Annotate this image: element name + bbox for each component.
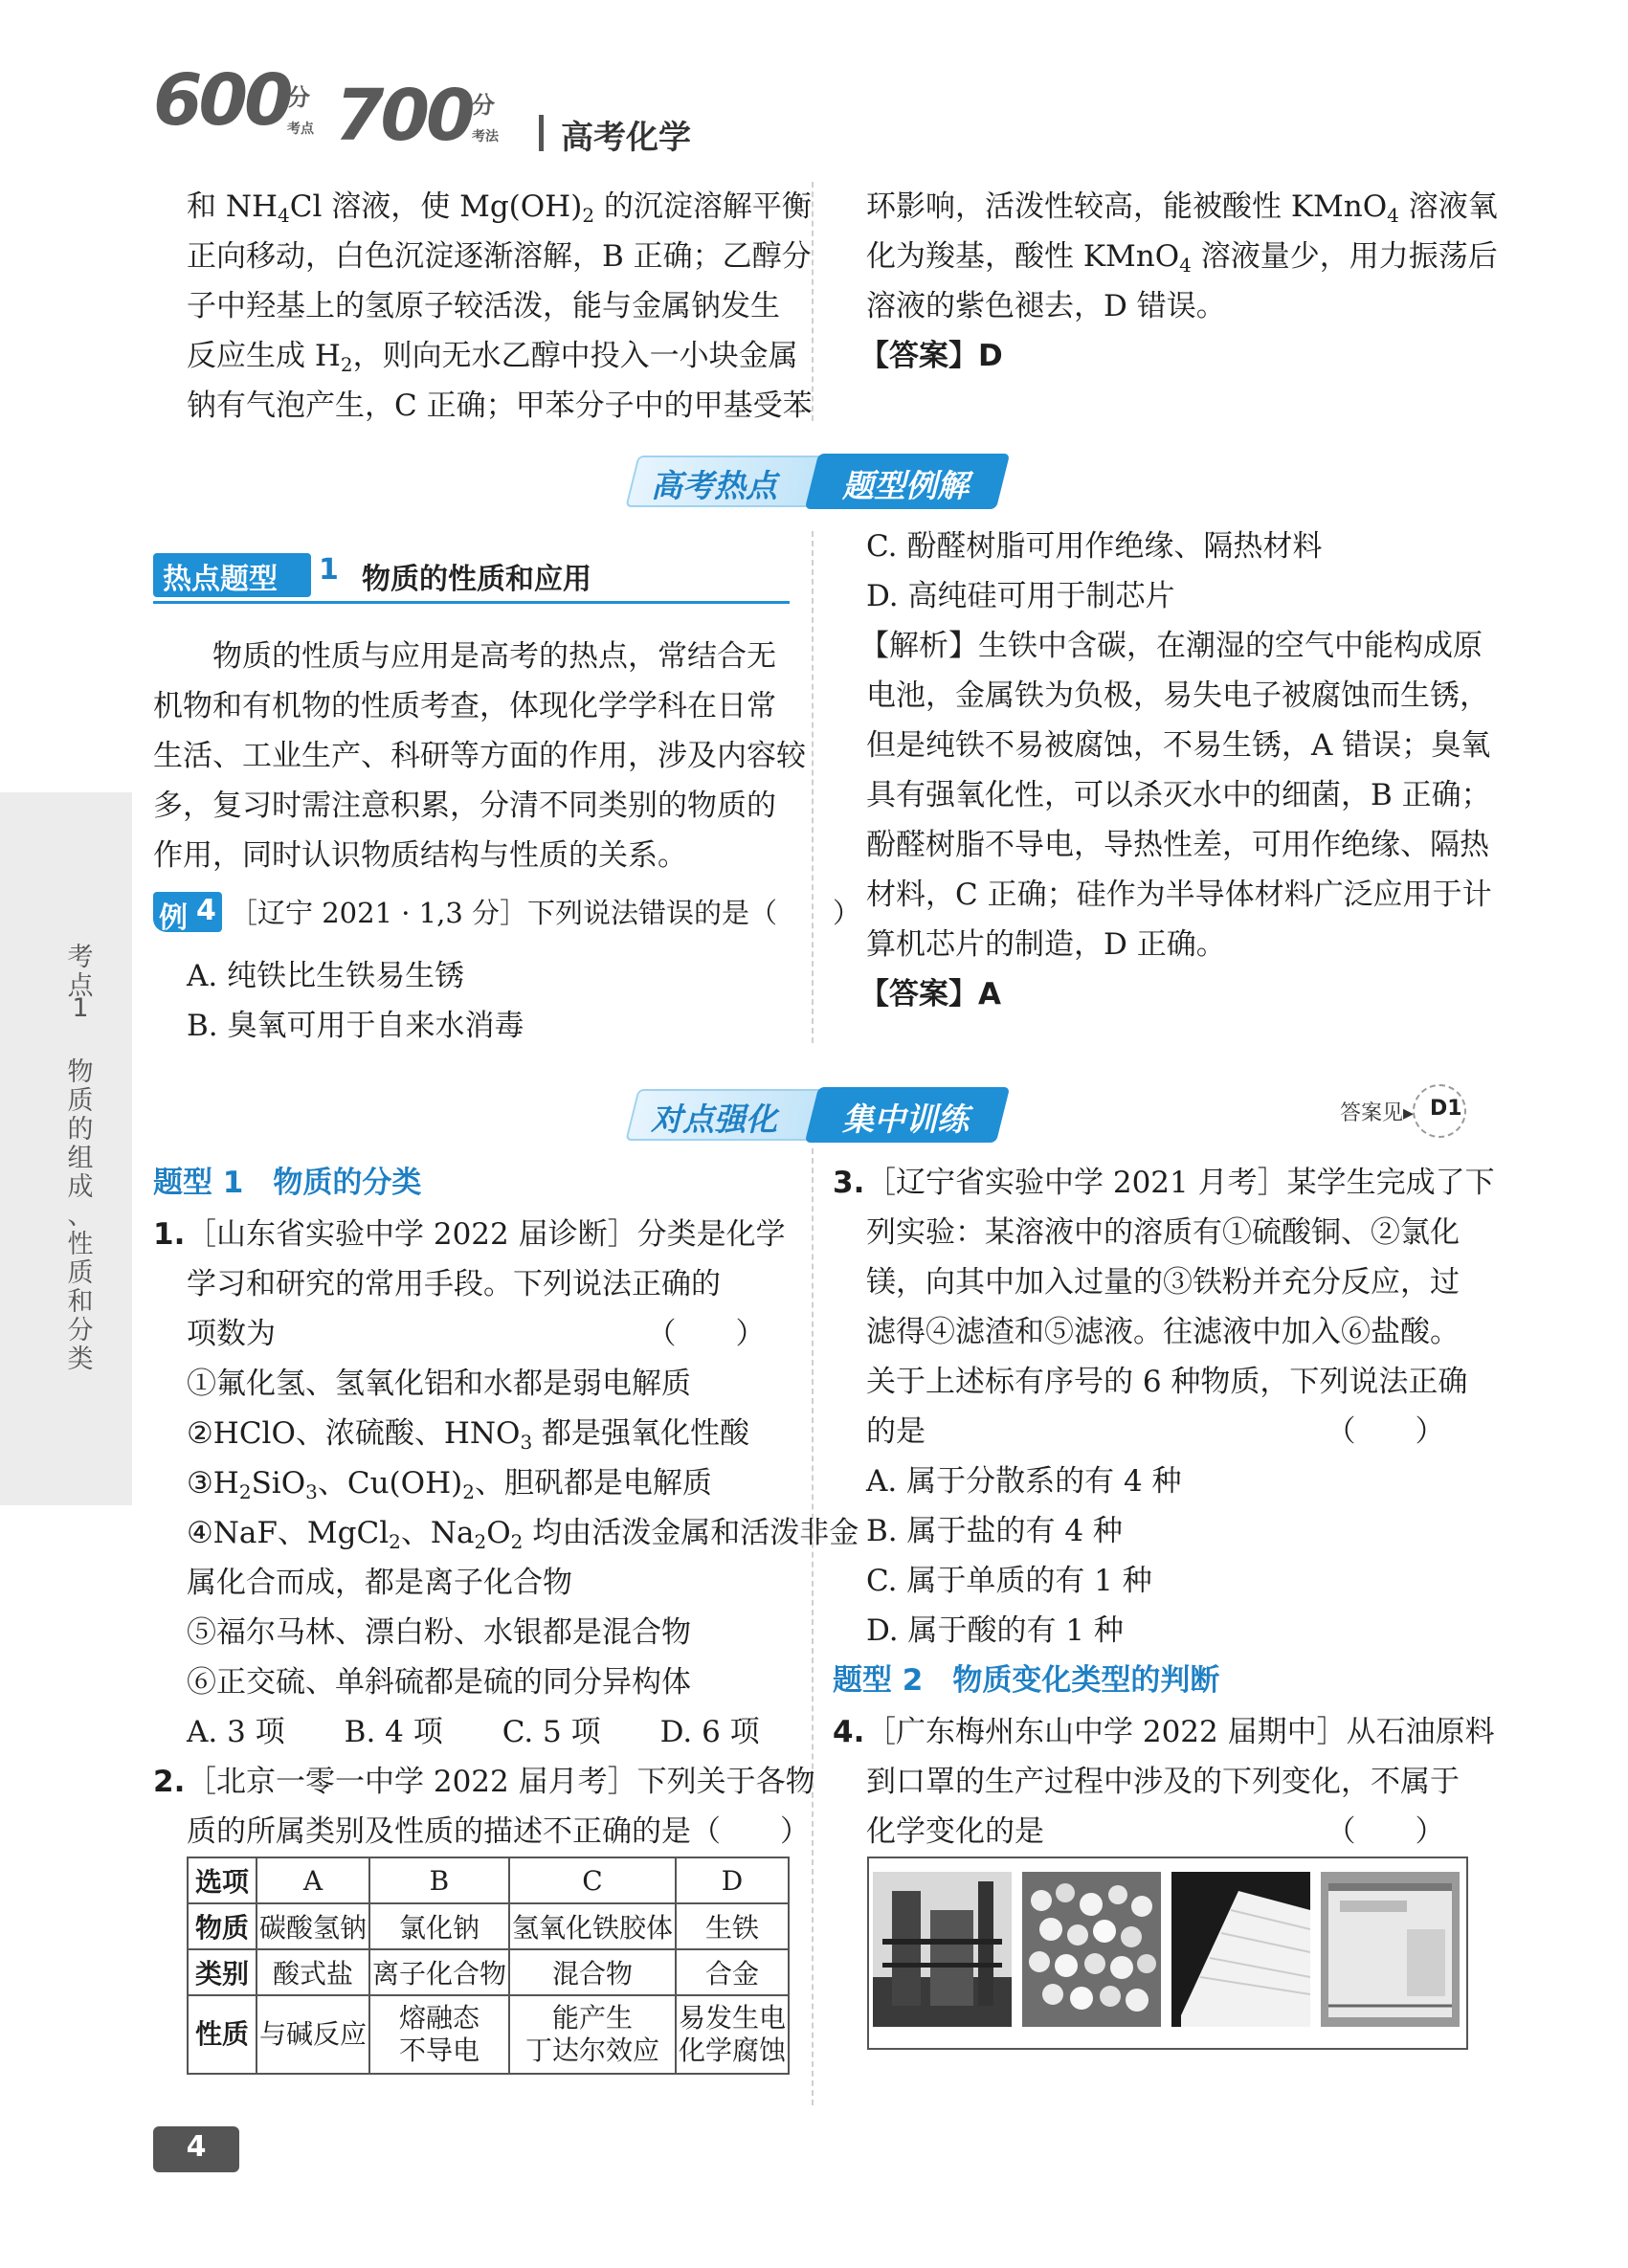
question-1-choices: A. 3 项 B. 4 项 C. 5 项 D. 6 项 <box>187 1715 760 1749</box>
text-line: 溶液的紫色褪去，D 错误。 <box>866 289 1226 323</box>
side-char: 考 <box>67 943 94 972</box>
logo-700: 700 <box>335 75 472 157</box>
question-3-stem: 列实验：某溶液中的溶质有①硫酸铜、②氯化 <box>866 1215 1460 1250</box>
header-separator <box>539 115 544 151</box>
question-4-stem: ［广东梅州东山中学 2022 届期中］从石油原料 <box>866 1715 1495 1749</box>
table-cell: D <box>676 1857 789 1903</box>
question-type-1-heading: 题型 1 物质的分类 <box>153 1166 422 1200</box>
side-char: 组 <box>67 1144 94 1173</box>
hot-type-rule <box>153 601 790 604</box>
example-number: 4 <box>196 894 216 927</box>
pellets-photo <box>1022 1872 1161 2027</box>
example-tag-text: 例 <box>159 901 188 935</box>
question-2-number: 2. <box>153 1765 186 1799</box>
question-type-2-heading: 题型 2 物质变化类型的判断 <box>833 1663 1220 1698</box>
side-char: 分 <box>67 1316 94 1345</box>
option-c: C. 酚醛树脂可用作绝缘、隔热材料 <box>866 529 1323 564</box>
question-3-stem: ［辽宁省实验中学 2021 月考］某学生完成了下 <box>866 1166 1495 1200</box>
question-1-item: ⑤福尔马林、漂白粉、水银都是混合物 <box>187 1615 691 1650</box>
table-row <box>188 1903 789 1949</box>
text-line: 酚醛树脂不导电，导热性差，可用作绝缘、隔热 <box>866 828 1489 862</box>
hot-type-tag-text: 热点题型 <box>163 563 278 596</box>
table-cell: 碳酸氢钠 <box>256 1903 369 1949</box>
text-line: 环影响，活泼性较高，能被酸性 KMnO$_4$ 溶液氧 <box>866 189 1498 227</box>
table-cell: 氢氧化铁胶体 <box>509 1903 676 1949</box>
question-2-table <box>187 1857 790 2075</box>
text-line: 材料，C 正确；硅作为半导体材料广泛应用于计 <box>866 878 1492 912</box>
side-char: 质 <box>67 1258 94 1288</box>
text-line: 子中羟基上的氢原子较活泼，能与金属钠发生 <box>187 289 780 323</box>
question-3-option: B. 属于盐的有 4 种 <box>866 1514 1123 1548</box>
text-line: 正向移动，白色沉淀逐渐溶解，B 正确；乙醇分 <box>187 239 812 274</box>
text-line: 物质的性质与应用是高考的热点，常结合无 <box>212 639 776 674</box>
table-cell: 类别 <box>188 1949 256 1995</box>
hot-type-number: 1 <box>319 553 339 587</box>
question-4-stem: 到口罩的生产过程中涉及的下列变化，不属于 <box>866 1765 1460 1799</box>
logo-kaodian: 考点 <box>287 122 314 137</box>
answer-ref-label: 答案见▸ <box>1340 1101 1415 1125</box>
text-line: 反应生成 $H_2$，则向无水乙醇中投入一小块金属 <box>187 339 798 376</box>
table-cell: 氯化钠 <box>369 1903 509 1949</box>
column-divider <box>812 1148 814 2105</box>
question-4-stem: 化学变化的是 （ ） <box>866 1814 1445 1849</box>
section-banner-hot <box>632 452 1015 511</box>
table-cell: 熔融态 不导电 <box>369 1995 509 2074</box>
table-cell: 离子化合物 <box>369 1949 509 1995</box>
question-3-stem: 镁，向其中加入过量的③铁粉并充分反应，过 <box>866 1265 1460 1300</box>
banner-part1: 高考热点 <box>651 467 777 504</box>
banner-part2: 集中训练 <box>842 1101 969 1138</box>
logo-fen: 分 <box>287 84 310 111</box>
text-line: 作用，同时认识物质结构与性质的关系。 <box>153 838 687 873</box>
table-cell: 合金 <box>676 1949 789 1995</box>
question-3-option: A. 属于分散系的有 4 种 <box>866 1464 1182 1499</box>
question-1-stem: 项数为 （ ） <box>187 1317 766 1351</box>
side-char: 质 <box>67 1086 94 1116</box>
option-d: D. 高纯硅可用于制芯片 <box>866 579 1175 613</box>
text-line: 钠有气泡产生，C 正确；甲苯分子中的甲基受苯 <box>187 389 813 423</box>
table-cell: 混合物 <box>509 1949 676 1995</box>
mask-machine-photo <box>1321 1872 1460 2027</box>
section-banner-training <box>632 1085 1015 1145</box>
table-row <box>188 1995 789 2074</box>
table-header-row <box>188 1857 789 1903</box>
text-line: 电池，金属铁为负极，易失电子被腐蚀而生锈， <box>866 678 1489 713</box>
question-1-item: ④NaF、MgCl$_2$、$Na_2O_2$ 均由活泼金属和活泼非金 <box>187 1516 859 1553</box>
table-cell: 易发生电 化学腐蚀 <box>676 1995 789 2074</box>
side-char: 成 <box>67 1172 94 1202</box>
question-2-stem: 质的所属类别及性质的描述不正确的是（ ） <box>187 1814 810 1849</box>
side-char: 类 <box>67 1345 94 1374</box>
question-1-item: 属化合而成，都是离子化合物 <box>187 1566 572 1600</box>
text-line: 【解析】生铁中含碳，在潮湿的空气中能构成原 <box>859 629 1483 663</box>
question-3-stem: 的是 （ ） <box>866 1414 1445 1449</box>
question-1-stem: ［山东省实验中学 2022 届诊断］分类是化学 <box>187 1217 786 1252</box>
table-row <box>188 1949 789 1995</box>
side-char: 1 <box>72 993 89 1023</box>
table-cell: B <box>369 1857 509 1903</box>
logo-kaofa: 考法 <box>472 129 499 145</box>
answer-line: 【答案】D <box>859 339 1003 373</box>
table-cell: A <box>256 1857 369 1903</box>
option-b: B. 臭氧可用于自来水消毒 <box>187 1009 524 1043</box>
banner-part1: 对点强化 <box>651 1101 777 1138</box>
text-line: 化为羧基，酸性 KMnO$_4$ 溶液量少，用力振荡后 <box>866 239 1498 277</box>
side-char: 和 <box>67 1287 94 1317</box>
table-cell: 生铁 <box>676 1903 789 1949</box>
question-3-option: D. 属于酸的有 1 种 <box>866 1613 1124 1648</box>
banner-part2: 题型例解 <box>842 467 969 504</box>
side-char: 物 <box>67 1057 94 1087</box>
question-1-item: ⑥正交硫、单斜硫都是硫的同分异构体 <box>187 1665 691 1700</box>
table-cell: 能产生 丁达尔效应 <box>509 1995 676 2074</box>
hot-type-title: 物质的性质和应用 <box>362 563 591 596</box>
option-a: A. 纯铁比生铁易生锈 <box>187 959 465 993</box>
refinery-photo <box>873 1872 1012 2027</box>
question-3-stem: 关于上述标有序号的 6 种物质，下列说法正确 <box>866 1365 1468 1399</box>
answer-line: 【答案】A <box>859 977 1001 1012</box>
question-1-item: $③H_2SiO_3$、$Cu(OH)_2$、胆矾都是电解质 <box>187 1466 712 1503</box>
text-line: 和 $NH_4Cl$ 溶液，使 $Mg(OH)_2$ 的沉淀溶解平衡 <box>187 189 812 227</box>
table-cell: 与碱反应 <box>256 1995 369 2074</box>
text-line: 机物和有机物的性质考查，体现化学学科在日常 <box>153 689 776 723</box>
question-1-item: ①氟化氢、氢氧化铝和水都是弱电解质 <box>187 1367 691 1401</box>
side-char: 的 <box>67 1115 94 1145</box>
answer-ref-code: D1 <box>1430 1097 1462 1121</box>
text-line: 具有强氧化性，可以杀灭水中的细菌，B 正确； <box>866 778 1491 812</box>
question-3-stem: 滤得④滤渣和⑤滤液。往滤液中加入⑥盐酸。 <box>866 1315 1460 1349</box>
table-cell: 物质 <box>188 1903 256 1949</box>
question-1-stem: 学习和研究的常用手段。下列说法正确的 <box>187 1267 721 1301</box>
table-cell: C <box>509 1857 676 1903</box>
text-line: 多，复习时需注意积累，分清不同类别的物质的 <box>153 789 776 823</box>
question-1-item: ②HClO、浓硫酸、$HNO_3$ 都是强氧化性酸 <box>187 1416 750 1454</box>
fabric-stack-photo <box>1171 1872 1310 2027</box>
column-divider <box>812 531 814 1043</box>
question-3-number: 3. <box>833 1166 865 1200</box>
table-cell: 性质 <box>188 1995 256 2074</box>
header-subject: 高考化学 <box>561 119 691 157</box>
question-4-number: 4. <box>833 1715 865 1749</box>
table-cell: 选项 <box>188 1857 256 1903</box>
logo-fen: 分 <box>472 92 495 119</box>
side-char: 、 <box>67 1201 94 1231</box>
page-number: 4 <box>186 2130 207 2164</box>
text-line: 但是纯铁不易被腐蚀，不易生锈，A 错误；臭氧 <box>866 728 1491 763</box>
side-char: 点 <box>67 971 94 1001</box>
logo-600: 600 <box>153 59 290 142</box>
text-line: 算机芯片的制造，D 正确。 <box>866 927 1226 962</box>
table-cell: 酸式盐 <box>256 1949 369 1995</box>
example-stem: ［辽宁 2021 · 1,3 分］下列说法错误的是（ ） <box>230 897 861 929</box>
question-2-stem: ［北京一零一中学 2022 届月考］下列关于各物 <box>187 1765 815 1799</box>
question-3-option: C. 属于单质的有 1 种 <box>866 1564 1152 1598</box>
question-1-number: 1. <box>153 1217 186 1252</box>
text-line: 生活、工业生产、科研等方面的作用，涉及内容较 <box>153 739 806 773</box>
side-char: 性 <box>67 1230 94 1259</box>
